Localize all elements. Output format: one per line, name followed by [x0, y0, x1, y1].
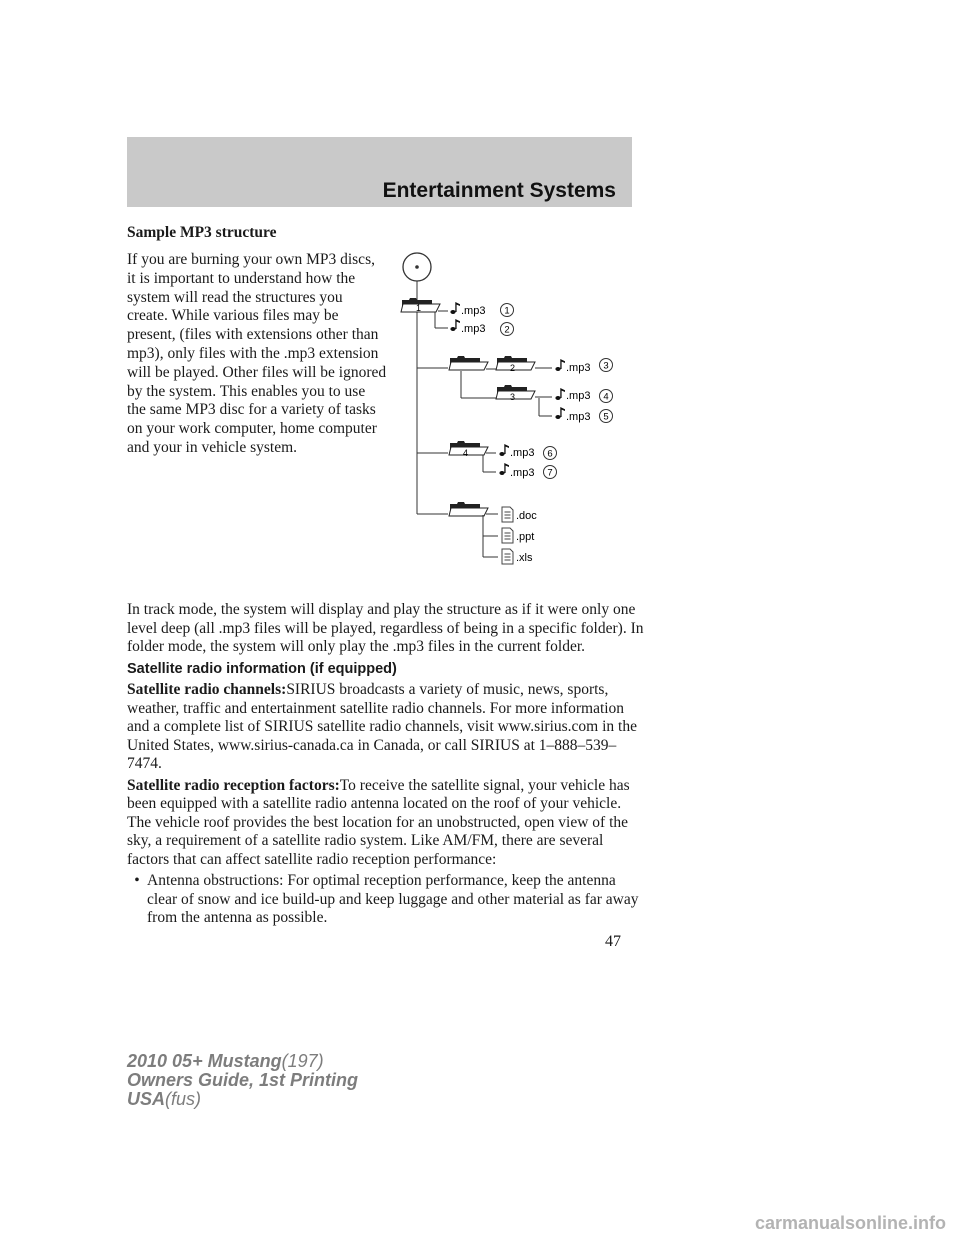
file-mp3-2 [450, 319, 513, 336]
reception-term: Satellite radio reception factors: [127, 776, 340, 794]
footer-model-code: (197) [281, 1051, 324, 1071]
svg-text:.mp3: .mp3 [566, 362, 591, 374]
file-doc [502, 507, 537, 522]
bullet-antenna-obstructions [127, 872, 647, 928]
watermark: carmanualsonline.info [754, 1213, 946, 1233]
file-mp3-6 [499, 444, 556, 460]
footer-model: 2010 05+ Mustang [127, 1051, 282, 1071]
channels-term: Satellite radio channels: [127, 681, 287, 698]
mp3-intro-paragraph: If you are burning your own MP3 discs, it is important to understand how the system will read the structures you create. While various files may be present, (files with extensions other than mp3), only files with the .mp3 extension will be played. Other files will be ignored by the system. This enables you to use the same MP3 disc for a variety of tasks on your work computer, home computer and your in vehicle system. [127, 251, 387, 456]
svg-text:.mp3: .mp3 [461, 323, 486, 335]
reception-text: To receive the satellite signal, your vehicle has been equipped with a satellite radio antenna located on the roof of your vehicle. The vehicle roof provides the best location for an unobstructed, open view of the sky, a requirement of a satellite radio system. Like AM/FM, there are several factors that can affect satellite radio reception performance: [127, 776, 630, 868]
svg-text:.ppt: .ppt [516, 531, 535, 543]
svg-text:.doc: .doc [516, 510, 537, 522]
folder-4 [449, 441, 488, 458]
folder-a [449, 356, 488, 370]
folder-3 [496, 385, 535, 402]
svg-text:.mp3: .mp3 [566, 411, 591, 423]
svg-text:7: 7 [547, 467, 553, 479]
file-mp3-3 [555, 359, 612, 375]
bullet-dot-icon: • [134, 872, 140, 889]
section-title: Entertainment Systems [382, 179, 616, 202]
svg-text:3: 3 [603, 360, 609, 372]
header-band [127, 137, 632, 207]
svg-text:.mp3: .mp3 [461, 305, 486, 317]
file-mp3-5 [555, 407, 612, 423]
footer-market: USA [127, 1089, 166, 1109]
file-mp3-4 [555, 388, 612, 403]
channels-text: SIRIUS broadcasts a variety of music, news, sports, weather, traffic and entertainment satellite radio channels. For more information and a complete list of SIRIUS satellite radio channels, visit www.sirius.com in the United States, www.sirius-canada.ca in Canada, or call SIRIUS at 1–888–539–7474. [127, 681, 637, 772]
folder-1 [401, 298, 440, 313]
svg-text:2: 2 [510, 363, 516, 373]
file-mp3-1 [450, 302, 513, 317]
mp3-structure-heading: Sample MP3 structure [127, 224, 277, 241]
satellite-channels-paragraph [127, 681, 647, 774]
svg-text:4: 4 [463, 448, 469, 458]
svg-text:3: 3 [510, 392, 516, 402]
svg-text:1: 1 [504, 305, 510, 317]
satellite-reception-paragraph [127, 777, 647, 870]
folder-b [449, 502, 488, 516]
disc-icon [403, 253, 431, 281]
mp3-structure-diagram [390, 250, 635, 580]
page-number: 47 [605, 933, 621, 950]
file-mp3-7 [499, 463, 556, 479]
file-ppt [502, 528, 534, 543]
footer [127, 1052, 358, 1109]
footer-market-code: (fus) [165, 1089, 202, 1109]
svg-text:4: 4 [603, 391, 609, 403]
body-text [127, 601, 647, 928]
footer-guide: Owners Guide, 1st Printing [127, 1070, 359, 1090]
folder-2 [496, 356, 535, 373]
svg-text:.mp3: .mp3 [566, 390, 591, 402]
svg-text:5: 5 [603, 411, 609, 423]
svg-text:2: 2 [504, 324, 510, 336]
file-xls [502, 549, 533, 564]
bullet-text: Antenna obstructions: For optimal reception performance, keep the antenna clear of snow and ice build-up and keep luggage and other material as far away from the antenna as possible. [147, 872, 639, 926]
svg-text:.mp3: .mp3 [510, 447, 535, 459]
svg-text:.mp3: .mp3 [510, 467, 535, 479]
satellite-heading: Satellite radio information (if equipped) [127, 660, 397, 677]
track-mode-paragraph: In track mode, the system will display and play the structure as if it were only one level deep (all .mp3 files will be played, regardless of being in a specific folder). In folder mode, the system will only play the .mp3 files in the current folder. [127, 601, 644, 655]
svg-text:6: 6 [547, 448, 553, 460]
svg-text:.xls: .xls [516, 552, 533, 564]
svg-text:1: 1 [416, 303, 422, 313]
